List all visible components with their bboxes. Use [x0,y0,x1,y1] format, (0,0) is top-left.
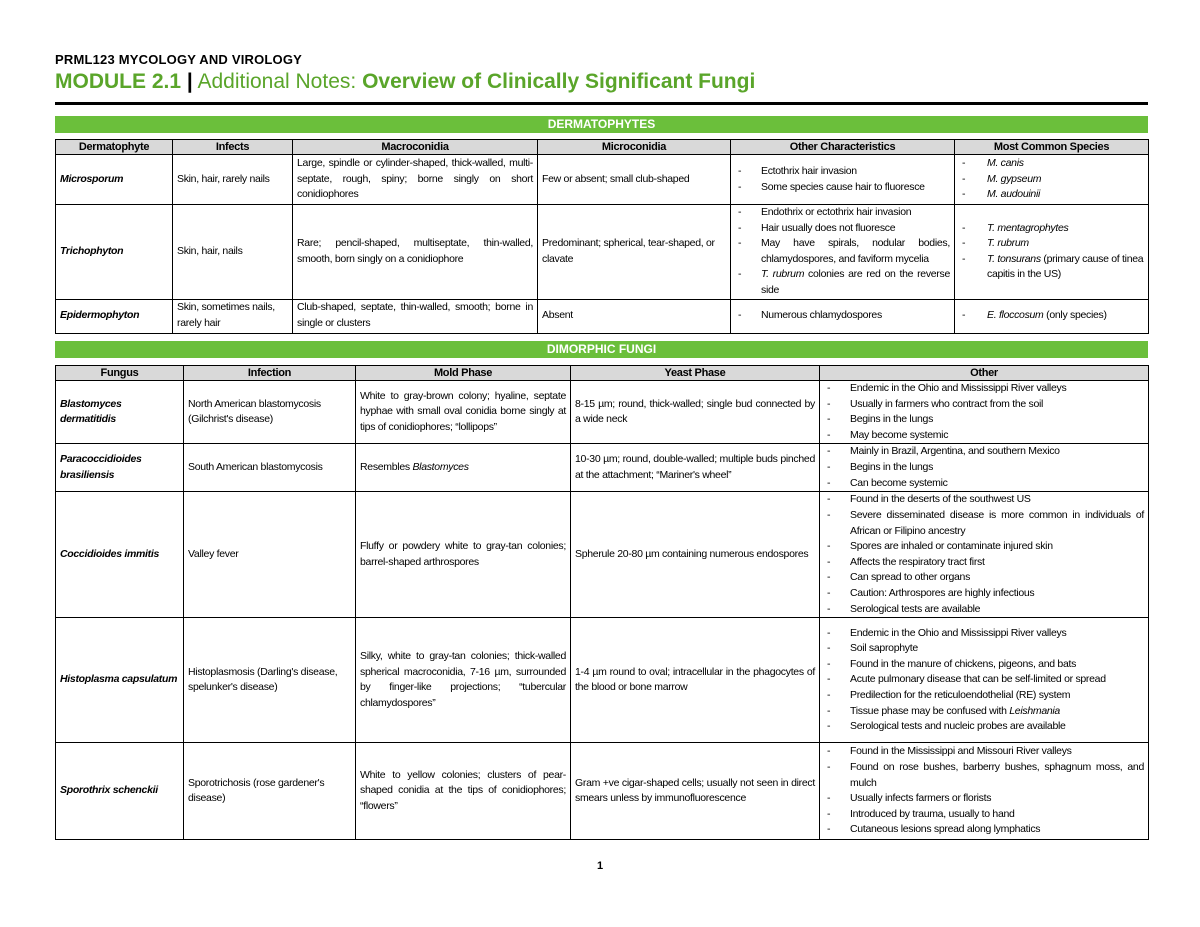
species-italic: M. gypseum [987,172,1042,185]
other-cell [820,444,1149,492]
species-note: (only species) [1043,309,1107,322]
species-italic: T. mentagrophytes [987,221,1069,234]
header-rule [55,102,1148,105]
list-item [824,657,1144,673]
item-text: Can spread to other organs [850,571,971,584]
column-header: Mold Phase [356,366,571,381]
page-title [55,70,755,94]
table-row [56,299,1149,333]
item-text: Ectothrix hair invasion [761,164,857,177]
item-text: Found in the Mississippi and Missouri River valleys [850,745,1072,758]
species-item [959,252,1144,283]
common-species-cell [955,299,1149,333]
table-row [56,155,1149,205]
table-row [56,205,1149,300]
other-list [824,744,1144,838]
item-text: Mainly in Brazil, Argentina, and southern Mexico [850,445,1060,458]
species-list [959,221,1144,283]
infection-cell: Valley fever [184,492,356,618]
list-item [735,164,950,180]
item-text: Affects the respiratory tract first [850,555,985,568]
list-item [824,586,1144,602]
mold-phase-cell [356,444,571,492]
yeast-phase-cell: 1-4 µm round to oval; intracellular in the phagocytes of the blood or bone marrow [571,618,820,743]
common-species-cell [955,155,1149,205]
list-item [824,412,1144,428]
title-separator: | [186,70,193,93]
microconidia-cell: Few or absent; small club-shaped [538,155,731,205]
table-row [56,743,1149,840]
column-header: Most Common Species [955,140,1149,155]
column-header: Infects [173,140,293,155]
characteristics-list [735,205,950,299]
mold-text: White to gray-brown colony; hyaline, septate hyphae with small oval conidia borne singly at tips of conidiophores; “lollipops” [360,389,566,433]
infects-cell: Skin, hair, nails [173,205,293,300]
list-item [824,641,1144,657]
subtitle-label: Additional Notes: [197,70,357,93]
table-row [56,444,1149,492]
mold-text: Resembles [360,461,413,474]
species-italic: M. canis [987,157,1024,170]
mold-phase-cell [356,618,571,743]
list-item [824,555,1144,571]
yeast-phase-cell: Gram +ve cigar-shaped cells; usually not seen in direct smears unless by immunofluorescence [571,743,820,840]
list-item [824,476,1144,492]
dermatophyte-name: Microsporum [56,155,173,205]
dermatophytes-table [55,139,1149,334]
column-header: Macroconidia [293,140,538,155]
dermatophyte-name: Epidermophyton [56,299,173,333]
list-item [735,180,950,196]
dermatophyte-name: Trichophyton [56,205,173,300]
item-text: Endemic in the Ohio and Mississippi River valleys [850,626,1067,639]
infects-cell: Skin, hair, rarely nails [173,155,293,205]
other-cell [820,618,1149,743]
list-item [824,397,1144,413]
table-row [56,618,1149,743]
species-item [959,221,1144,237]
list-item [735,267,950,298]
list-item [824,704,1144,720]
characteristics-list [735,308,950,324]
mold-text: White to yellow colonies; clusters of pear-shaped conidia at the tips of conidiophores; “flowers” [360,768,566,812]
mold-text: Fluffy or powdery white to gray-tan colonies; barrel-shaped arthrospores [360,540,566,568]
species-item [959,236,1144,252]
item-text: Found in the manure of chickens, pigeons, and bats [850,657,1077,670]
item-text: Usually infects farmers or florists [850,792,992,805]
item-text: Endemic in the Ohio and Mississippi River valleys [850,382,1067,394]
list-item [824,428,1144,444]
species-item [959,308,1144,324]
other-cell [820,381,1149,444]
fungus-name: Sporothrix schenckii [56,743,184,840]
item-text: Predilection for the reticuloendothelial (RE) system [850,688,1071,701]
list-item [735,221,950,237]
page-number: 1 [596,860,604,872]
other-cell [820,743,1149,840]
species-italic: T. tonsurans [987,252,1041,265]
microconidia-cell: Absent [538,299,731,333]
column-header: Yeast Phase [571,366,820,381]
other-list [824,492,1144,617]
species-italic: T. rubrum [987,237,1029,250]
fungus-name: Histoplasma capsulatum [56,618,184,743]
topic-label: Overview of Clinically Significant Fungi [362,70,756,93]
other-list [824,444,1144,491]
item-text: Found on rose bushes, barberry bushes, sphagnum moss, and mulch [850,760,1144,789]
list-item [824,744,1144,760]
item-text: Serological tests are available [850,602,981,615]
infection-cell: Histoplasmosis (Darling's disease, spelunker's disease) [184,618,356,743]
mold-phase-cell [356,381,571,444]
item-text: colonies are red on the reverse side [761,268,950,296]
fungus-name: Blastomyces dermatitidis [56,381,184,444]
list-item [824,672,1144,688]
list-item [824,444,1144,460]
species-item [959,187,1144,203]
infects-cell: Skin, sometimes nails, rarely hair [173,299,293,333]
item-text: Some species cause hair to fluoresce [761,180,925,193]
other-characteristics-cell [731,155,955,205]
list-item [824,460,1144,476]
list-item [824,570,1144,586]
item-text: Begins in the lungs [850,461,934,474]
fungus-name: Coccidioides immitis [56,492,184,618]
item-text: Introduced by trauma, usually to hand [850,807,1015,820]
other-cell [820,492,1149,618]
list-item [824,822,1144,838]
other-characteristics-cell [731,299,955,333]
list-item [824,508,1144,539]
mold-phase-cell [356,492,571,618]
species-item [959,156,1144,172]
mold-phase-cell [356,743,571,840]
list-item [735,308,950,324]
infection-cell: South American blastomycosis [184,444,356,492]
column-header: Other Characteristics [731,140,955,155]
table-row [56,381,1149,444]
list-item [824,791,1144,807]
item-text: Found in the deserts of the southwest US [850,493,1031,506]
item-text: Severe disseminated disease is more common in individuals of African or Filipino ancestry [850,508,1144,537]
list-item [824,807,1144,823]
macroconidia-cell: Rare; pencil-shaped, multiseptate, thin-walled, smooth, born singly on a conidiophore [293,205,538,300]
other-list [824,626,1144,735]
list-item [824,539,1144,555]
column-header: Fungus [56,366,184,381]
dermatophytes-header-row [56,140,1149,155]
list-item [824,381,1144,397]
item-text: May become systemic [850,428,949,441]
macroconidia-cell: Large, spindle or cylinder-shaped, thick-walled, multi-septate, rough, spiny; borne singly on short conidiophores [293,155,538,205]
item-text: Soil saprophyte [850,642,918,655]
item-text: Usually in farmers who contract from the soil [850,397,1044,410]
course-title: PRML123 MYCOLOGY AND VIROLOGY [55,52,303,67]
list-item [735,205,950,221]
item-text: Begins in the lungs [850,413,934,426]
list-item [824,626,1144,642]
species-italic: E. floccosum [987,309,1044,322]
column-header: Dermatophyte [56,140,173,155]
species-item [959,172,1144,188]
macroconidia-cell: Club-shaped, septate, thin-walled, smooth; borne in single or clusters [293,299,538,333]
list-item [735,236,950,267]
species-list [959,156,1144,203]
column-header: Other [820,366,1149,381]
list-item [824,688,1144,704]
item-text: Serological tests and nucleic probes are available [850,720,1066,733]
genus-italic: Leishmania [1009,704,1060,717]
species-note: (primary cause of tinea capitis in the US) [987,252,1144,281]
item-text: May have spirals, nodular bodies, chlamydospores, and faviform mycelia [761,237,950,265]
infection-cell: Sporotrichosis (rose gardener's disease) [184,743,356,840]
fungus-name: Paracoccidioides brasiliensis [56,444,184,492]
other-characteristics-cell [731,205,955,300]
item-text: Numerous chlamydospores [761,309,882,322]
column-header: Microconidia [538,140,731,155]
module-label: MODULE 2.1 [55,70,182,93]
dermatophytes-section-title: DERMATOPHYTES [55,116,1148,133]
item-text: Spores are inhaled or contaminate injured skin [850,540,1053,553]
list-item [824,760,1144,791]
list-item [824,719,1144,735]
table-row [56,492,1149,618]
item-text: Acute pulmonary disease that can be self-limited or spread [850,673,1106,686]
common-species-cell [955,205,1149,300]
item-text: Hair usually does not fluoresce [761,221,896,234]
genus-italic: Blastomyces [412,461,469,474]
characteristics-list [735,164,950,195]
yeast-phase-cell: 8-15 µm; round, thick-walled; single bud connected by a wide neck [571,381,820,444]
dimorphic-header-row [56,366,1149,381]
dimorphic-fungi-table [55,365,1149,840]
list-item [824,492,1144,508]
list-item [824,602,1144,618]
microconidia-cell: Predominant; spherical, tear-shaped, or clavate [538,205,731,300]
column-header: Infection [184,366,356,381]
item-text: Can become systemic [850,476,948,489]
species-list [959,308,1144,324]
yeast-phase-cell: Spherule 20-80 µm containing numerous endospores [571,492,820,618]
species-italic: T. rubrum [761,268,805,281]
item-text: Caution: Arthrospores are highly infectious [850,586,1035,599]
item-text: Endothrix or ectothrix hair invasion [761,206,912,218]
mold-text: Silky, white to gray-tan colonies; thick-walled spherical macroconidia, 7-16 µm, surrounded by finger-like projections; “tubercular chlamydospores” [360,649,566,709]
item-text: Cutaneous lesions spread along lymphatics [850,823,1041,836]
species-italic: M. audouinii [987,188,1041,201]
item-text: Tissue phase may be confused with [850,704,1010,717]
yeast-phase-cell: 10-30 µm; round, double-walled; multiple buds pinched at the attachment; “Mariner's wheel” [571,444,820,492]
other-list [824,381,1144,443]
infection-cell: North American blastomycosis (Gilchrist's disease) [184,381,356,444]
dimorphic-section-title: DIMORPHIC FUNGI [55,341,1148,358]
